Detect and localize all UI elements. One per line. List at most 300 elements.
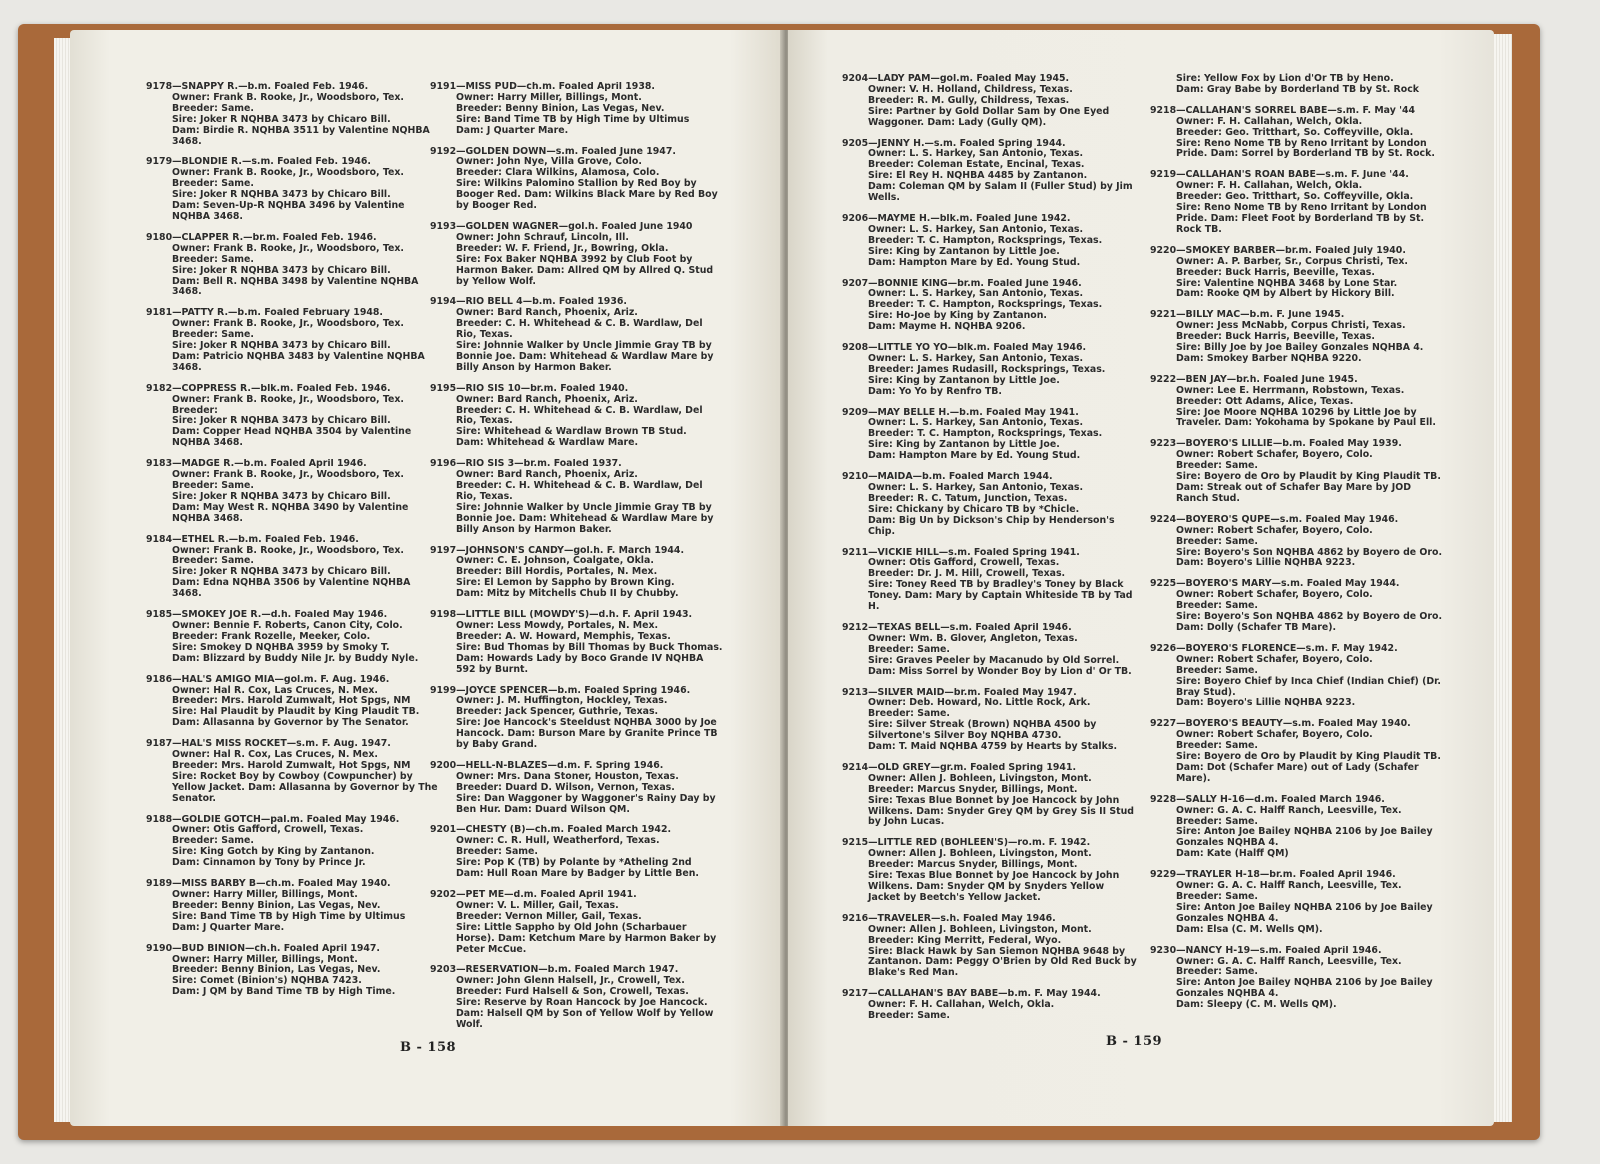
entry-heading: 9221—BILLY MAC—b.m. F. June 1945.	[1150, 310, 1345, 321]
registry-entry	[1150, 246, 1446, 301]
entry-line: Dam: Kate (Halff QM)	[1176, 848, 1289, 860]
entry-heading: 9184—ETHEL R.—b.m. Foaled Feb. 1946.	[146, 534, 359, 545]
entry-line: Dam: Hull Roan Mare by Badger by Little Ben.	[456, 868, 699, 880]
entry-line: Owner: A. P. Barber, Sr., Corpus Christi, Tex.	[1176, 255, 1408, 267]
entry-heading: 9178—SNAPPY R.—b.m. Foaled Feb. 1946.	[146, 82, 369, 92]
entry-line: Sire: Joker R NQHBA 3473 by Chicaro Bill.	[172, 415, 391, 427]
entry-line: Owner: Otis Gafford, Crowell, Texas.	[172, 824, 364, 836]
entry-line: Sire: Billy Joe by Joe Bailey Gonzales NQHBA 4. Dam: Smokey Barber NQHBA 9220.	[1176, 342, 1424, 364]
entry-line: Dam: Boyero's Lillie NQHBA 9223.	[1176, 697, 1356, 709]
entry-line: Sire: Fox Baker NQHBA 3992 by Club Foot by Harmon Baker. Dam: Allred QM by Allred Q. Stud by Yellow Wolf.	[456, 253, 714, 287]
entry-line: Breeder: Same.	[1176, 966, 1258, 978]
entry-heading: 9219—CALLAHAN'S ROAN BABE—s.m. F. June '44.	[1150, 170, 1409, 181]
entry-heading: 9187—HAL'S MISS ROCKET—s.m. F. Aug. 1947.	[146, 739, 391, 750]
registry-entry	[146, 879, 442, 934]
entry-heading: 9203—RESERVATION—b.m. Foaled March 1947.	[430, 965, 679, 976]
registry-entry	[1150, 310, 1446, 365]
entry-line: Dam: Patricio NQHBA 3483 by Valentine NQHBA 3468.	[172, 350, 425, 373]
entry-line: Dam: Blizzard by Buddy Nile Jr. by Buddy Nyle.	[172, 652, 419, 664]
entry-line: Dam: Mayme H. NQHBA 9206.	[868, 321, 1026, 333]
entry-line: Breeder: Geo. Tritthart, So. Coffeyville, Okla.	[1176, 126, 1414, 138]
entry-line: Breeder: Buck Harris, Beeville, Texas.	[1176, 266, 1375, 278]
entry-line: Owner: Frank B. Rooke, Jr., Woodsboro, Tex.	[172, 469, 404, 481]
entry-line: Owner: Robert Schafer, Boyero, Colo.	[1176, 449, 1373, 461]
entry-heading: 9181—PATTY R.—b.m. Foaled February 1948.	[146, 308, 383, 319]
entry-line: Dam: May West R. NQHBA 3490 by Valentine NQHBA 3468.	[172, 501, 409, 524]
entry-line: Breeder: Same.	[1176, 535, 1258, 547]
entry-line: Dam: Coleman QM by Salam II (Fuller Stud) by Jim Wells.	[868, 181, 1133, 204]
entry-line: Sire: Anton Joe Bailey NQHBA 2106 by Joe Bailey Gonzales NQHBA 4.	[1176, 901, 1433, 924]
entry-line: Breeder: Clara Wilkins, Alamosa, Colo.	[456, 167, 660, 179]
entry-line: Sire: Joe Hancock's Steeldust NQHBA 3000 by Joe Hancock. Dam: Burson Mare by Granite Prince TB by Baby Grand.	[456, 717, 718, 751]
entry-line: Owner: F. H. Callahan, Welch, Okla.	[1176, 180, 1363, 192]
entry-line: Breeder: Marcus Snyder, Billings, Mont.	[868, 859, 1078, 871]
registry-entry	[430, 82, 726, 137]
entry-line: Owner: Lee E. Herrmann, Robstown, Texas.	[1176, 384, 1405, 396]
entry-line: Sire: Boyero de Oro by Plaudit by King Plaudit TB. Dam: Streak out of Schafer Bay Mare by JOD Ranch Stud.	[1176, 471, 1441, 504]
entry-heading: 9224—BOYERO'S QUPE—s.m. Foaled May 1946.	[1150, 514, 1399, 525]
entry-line: Sire: Joker R NQHBA 3473 by Chicaro Bill.	[172, 566, 391, 578]
entry-line: Sire: Wilkins Palomino Stallion by Red Boy by Booger Red. Dam: Wilkins Black Mare by Red Boy by Booger Red.	[456, 178, 718, 212]
entry-line: Owner: G. A. C. Halff Ranch, Leesville, Tex.	[1176, 880, 1402, 892]
entry-heading: 9200—HELL-N-BLAZES—d.m. F. Spring 1946.	[430, 760, 664, 771]
entry-line: Sire: Reserve by Roan Hancock by Joe Hancock. Dam: Halsell QM by Son of Yellow Wolf by Yellow Wolf.	[456, 997, 714, 1030]
entry-line: Owner: Less Mowdy, Portales, N. Mex.	[456, 619, 659, 631]
entry-line: Sire: Smokey D NQHBA 3959 by Smoky T.	[172, 641, 390, 653]
registry-entry	[842, 279, 1138, 334]
entry-line: Owner: Robert Schafer, Boyero, Colo.	[1176, 653, 1373, 665]
entry-line: Sire: Comet (Binion's) NQHBA 7423.	[172, 975, 362, 987]
registry-entry	[842, 214, 1138, 269]
entry-line: Owner: L. S. Harkey, San Antonio, Texas.	[868, 352, 1084, 364]
registry-entry	[146, 610, 442, 665]
entry-line: Owner: Mrs. Dana Stoner, Houston, Texas.	[456, 770, 679, 782]
entry-heading: 9185—SMOKEY JOE R.—d.h. Foaled May 1946.	[146, 610, 388, 621]
entry-line: Sire: Joe Moore NQHBA 10296 by Little Joe by Traveler. Dam: Yokohama by Spokane by Paul Ell.	[1176, 406, 1436, 429]
entry-line: Breeder: Duard D. Wilson, Vernon, Texas.	[456, 781, 675, 793]
entry-line: Sire: Band Time TB by High Time by Ultimus	[172, 910, 406, 922]
entry-line: Owner: Frank B. Rooke, Jr., Woodsboro, Tex.	[172, 91, 404, 103]
entry-heading: 9225—BOYERO'S MARY—s.m. Foaled May 1944.	[1150, 579, 1400, 590]
entry-line: Owner: Allen J. Bohleen, Livingston, Mont.	[868, 848, 1092, 860]
entry-heading: 9217—CALLAHAN'S BAY BABE—b.m. F. May 1944.	[842, 989, 1101, 1000]
entry-heading: 9206—MAYME H.—blk.m. Foaled June 1942.	[842, 213, 1071, 224]
registry-entry	[1150, 515, 1446, 570]
entry-line: Dam: Hampton Mare by Ed. Young Stud.	[868, 450, 1081, 462]
registry-entry	[146, 459, 442, 524]
entry-line: Owner: Deb. Howard, No. Little Rock, Ark.	[868, 697, 1091, 709]
entry-line: Dam: Edna NQHBA 3506 by Valentine NQHBA 3468.	[172, 577, 411, 600]
entry-heading: 9223—BOYERO'S LILLIE—b.m. Foaled May 1939.	[1150, 439, 1402, 450]
entry-line: Owner: Wm. B. Glover, Angleton, Texas.	[868, 632, 1078, 644]
entry-heading: 9195—RIO SIS 10—br.m. Foaled 1940.	[430, 383, 629, 394]
entry-line: Dam: J QM by Band Time TB by High Time.	[172, 986, 396, 998]
entry-heading: 9190—BUD BINION—ch.h. Foaled April 1947.	[146, 943, 380, 954]
entry-line: Breeder: Same.	[172, 329, 254, 341]
registry-entry	[1150, 719, 1446, 784]
right-column-2	[1150, 74, 1446, 1021]
entry-line: Sire: Silver Streak (Brown) NQHBA 4500 by Silvertone's Silver Boy NQHBA 4730.	[868, 719, 1097, 742]
entry-line: Sire: Black Hawk by San Siemon NQHBA 9648 by Zantanon. Dam: Peggy O'Brien by Old Red Buck by Blake's Red Man.	[868, 945, 1137, 979]
entry-line: Breeder: Same.	[172, 555, 254, 567]
entry-heading: 9191—MISS PUD—ch.m. Foaled April 1938.	[430, 82, 655, 92]
entry-heading: 9222—BEN JAY—br.h. Foaled June 1945.	[1150, 374, 1358, 385]
entry-line: Sire: Band Time TB by High Time by Ultimus	[456, 113, 690, 125]
entry-line: Owner: C. R. Hull, Weatherford, Texas.	[456, 835, 660, 847]
registry-entry	[1150, 170, 1446, 235]
entry-heading: 9188—GOLDIE GOTCH—pal.m. Foaled May 1946.	[146, 814, 400, 825]
entry-heading: 9210—MAIDA—b.m. Foaled March 1944.	[842, 472, 1053, 483]
entry-line: Owner: Bard Ranch, Phoenix, Ariz.	[456, 307, 638, 319]
entry-line: Owner: Frank B. Rooke, Jr., Woodsboro, Tex.	[172, 167, 404, 179]
page-edges-right	[1494, 34, 1512, 1122]
registry-entry	[146, 675, 442, 730]
entry-line: Dam: Copper Head NQHBA 3504 by Valentine NQHBA 3468.	[172, 426, 412, 449]
entry-line: Breeder: Mrs. Harold Zumwalt, Hot Spgs, NM	[172, 759, 411, 771]
registry-entry	[146, 233, 442, 298]
entry-line: Owner: L. S. Harkey, San Antonio, Texas.	[868, 482, 1084, 493]
entry-line: Breeder: Same.	[1176, 664, 1258, 676]
registry-entry	[430, 965, 726, 1030]
right-page	[788, 30, 1494, 1126]
entry-heading: 9202—PET ME—d.m. Foaled April 1941.	[430, 890, 637, 900]
entry-line: Breeder: Marcus Snyder, Billings, Mont.	[868, 783, 1078, 795]
entry-line: Sire: Johnnie Walker by Uncle Jimmie Gray TB by Bonnie Joe. Dam: Whitehead & Wardlaw Mare by Billy Anson by Harmon Baker.	[456, 501, 714, 535]
left-column-1	[146, 82, 442, 1008]
entry-line: Sire: King by Zantanon by Little Joe.	[868, 245, 1060, 257]
registry-entry	[1150, 439, 1446, 504]
entry-line: Sire: King by Zantanon by Little Joe.	[868, 374, 1060, 386]
entry-line: Dam: Mitz by Mitchells Chub II by Chubby.	[456, 588, 679, 600]
entry-line: Breeder: W. F. Friend, Jr., Bowring, Okla.	[456, 242, 669, 254]
entry-line: Sire: Graves Peeler by Macanudo by Old Sorrel. Dam: Miss Sorrel by Wonder Boy by Lion d' Or TB.	[868, 654, 1132, 677]
entry-line: Owner: John Schrauf, Lincoln, Ill.	[456, 231, 629, 243]
page-number: B - 158	[400, 1040, 457, 1055]
registry-entry	[842, 139, 1138, 204]
entry-line: Owner: John Glenn Halsell, Jr., Crowell, Tex.	[456, 975, 685, 987]
entry-line: Breeder: Same.	[868, 708, 950, 720]
registry-entry	[842, 343, 1138, 398]
registry-entry	[842, 989, 1138, 1022]
entry-line: Breeder: R. C. Tatum, Junction, Texas.	[868, 492, 1068, 504]
entry-line: Breeder:	[172, 404, 218, 416]
left-column-2	[430, 82, 726, 1041]
entry-heading: 9228—SALLY H-16—d.m. Foaled March 1946.	[1150, 794, 1385, 805]
registry-entry	[430, 222, 726, 287]
entry-line: Sire: Dan Waggoner by Waggoner's Rainy Day by Ben Hur. Dam: Duard Wilson QM.	[456, 792, 716, 815]
entry-heading: 9220—SMOKEY BARBER—br.m. Foaled July 1940.	[1150, 245, 1406, 256]
page-number: B - 159	[1106, 1034, 1163, 1049]
entry-heading: 9194—RIO BELL 4—b.m. Foaled 1936.	[430, 297, 627, 308]
entry-heading: 9182—COPPRESS R.—blk.m. Foaled Feb. 1946.	[146, 383, 391, 394]
entry-line: Sire: Yellow Fox by Lion d'Or TB by Heno.	[1176, 73, 1394, 84]
entry-line: Sire: Whitehead & Wardlaw Brown TB Stud.	[456, 426, 687, 438]
entry-line: Breeder: Dr. J. M. Hill, Crowell, Texas.	[868, 568, 1066, 580]
entry-line: Breeder: Same.	[1176, 600, 1258, 612]
entry-line: Dam: Elsa (C. M. Wells QM).	[1176, 923, 1323, 935]
entry-line: Dam: Cinnamon by Tony by Prince Jr.	[172, 857, 366, 869]
registry-entry	[146, 308, 442, 373]
entry-line: Breeder: Same.	[1176, 891, 1258, 902]
entry-heading: 9189—MISS BARBY B—ch.m. Foaled May 1940.	[146, 879, 391, 890]
entry-heading: 9211—VICKIE HILL—s.m. Foaled Spring 1941.	[842, 547, 1080, 558]
entry-line: Dam: Sleepy (C. M. Wells QM).	[1176, 999, 1337, 1011]
entry-line: Breeder: Same.	[172, 102, 254, 114]
entry-line: Owner: V. L. Miller, Gail, Texas.	[456, 899, 619, 911]
page-edges-left	[54, 38, 70, 1122]
entry-line: Sire: Boyero's Son NQHBA 4862 by Boyero de Oro. Dam: Dolly (Schafer TB Mare).	[1176, 611, 1443, 633]
entry-heading: 9208—LITTLE YO YO—blk.m. Foaled May 1946.	[842, 343, 1087, 354]
registry-entry	[146, 535, 442, 600]
entry-line: Dam: Big Un by Dickson's Chip by Henderson's Chip.	[868, 514, 1115, 537]
entry-line: Sire: Anton Joe Bailey NQHBA 2106 by Joe Bailey Gonzales NQHBA 4.	[1176, 977, 1433, 1000]
entry-line: Owner: Otis Gafford, Crowell, Texas.	[868, 557, 1060, 569]
entry-heading: 9209—MAY BELLE H.—b.m. Foaled May 1941.	[842, 407, 1079, 418]
entry-line: Sire: Boyero de Oro by Plaudit by King Plaudit TB. Dam: Dot (Schafer Mare) out of Lady (Schafer Mare).	[1176, 751, 1441, 784]
registry-entry	[842, 914, 1138, 979]
entry-line: Breeder: A. W. Howard, Memphis, Texas.	[456, 630, 671, 642]
entry-heading: 9213—SILVER MAID—br.m. Foaled May 1947.	[842, 687, 1077, 698]
registry-entry	[842, 74, 1138, 129]
entry-line: Breeder: Same.	[172, 835, 254, 847]
entry-line: Owner: Frank B. Rooke, Jr., Woodsboro, Tex.	[172, 318, 404, 330]
entry-line: Sire: Pop K (TB) by Polante by *Atheling 2nd	[456, 857, 692, 869]
entry-line: Breeder: Furd Halsell & Son, Crowell, Texas.	[456, 986, 689, 998]
entry-line: Owner: Allen J. Bohleen, Livingston, Mont.	[868, 772, 1092, 784]
registry-entry	[146, 739, 442, 804]
registry-entry	[430, 384, 726, 449]
entry-line: Owner: G. A. C. Halff Ranch, Leesville, Tex.	[1176, 804, 1402, 816]
registry-entry	[430, 890, 726, 955]
entry-heading: 9183—MADGE R.—b.m. Foaled April 1946.	[146, 459, 367, 470]
entry-heading: 9197—JOHNSON'S CANDY—gol.h. F. March 1944.	[430, 545, 685, 556]
entry-line: Dam: Rooke QM by Albert by Hickory Bill.	[1176, 288, 1395, 300]
registry-entry	[1150, 795, 1446, 860]
entry-heading: 9229—TRAYLER H-18—br.m. Foaled April 1946.	[1150, 870, 1396, 881]
entry-line: Sire: Texas Blue Bonnet by Joe Hancock by John Wilkens. Dam: Snyder Grey QM by Grey Sis II Stud by John Lucas.	[868, 794, 1134, 828]
registry-entry	[146, 815, 442, 870]
entry-heading: 9204—LADY PAM—gol.m. Foaled May 1945.	[842, 74, 1070, 84]
entry-line: Breeder: Same.	[1176, 460, 1258, 472]
entry-heading: 9192—GOLDEN DOWN—s.m. Foaled June 1947.	[430, 146, 676, 157]
entry-line: Breeder: Same.	[172, 178, 254, 190]
entry-line: Sire: Joker R NQHBA 3473 by Chicaro Bill.	[172, 113, 391, 125]
entry-line: Sire: Joker R NQHBA 3473 by Chicaro Bill.	[172, 264, 391, 276]
entry-line: Sire: Texas Blue Bonnet by Joe Hancock by John Wilkens. Dam: Snyder QM by Snyders Yellow Jacket by Beetch's Yellow Jacket.	[868, 870, 1120, 903]
entry-line: Sire: Rocket Boy by Cowboy (Cowpuncher) by Yellow Jacket. Dam: Allasanna by Governor by The Senator.	[172, 770, 438, 804]
entry-line: Sire: Bud Thomas by Bill Thomas by Buck Thomas. Dam: Howards Lady by Boco Grande IV NQHBA 592 by Burnt.	[456, 641, 723, 675]
registry-entry	[1150, 375, 1446, 430]
entry-line: Sire: Joker R NQHBA 3473 by Chicaro Bill.	[172, 340, 391, 352]
entry-line: Owner: Robert Schafer, Boyero, Colo.	[1176, 729, 1373, 741]
entry-line: Owner: F. H. Callahan, Welch, Okla.	[1176, 115, 1363, 127]
registry-entry	[842, 548, 1138, 613]
entry-line: Owner: Bard Ranch, Phoenix, Ariz.	[456, 469, 638, 481]
entry-line: Dam: Whitehead & Wardlaw Mare.	[456, 437, 639, 449]
entry-line: Dam: Gray Babe by Borderland TB by St. Rock	[1176, 83, 1420, 95]
entry-line: Breeder: T. C. Hampton, Rocksprings, Texas.	[868, 299, 1103, 311]
entry-heading: 9215—LITTLE RED (BOHLEEN'S)—ro.m. F. 1942.	[842, 838, 1091, 849]
entry-line: Owner: Harry Miller, Billings, Mont.	[172, 953, 358, 965]
entry-heading: 9199—JOYCE SPENCER—b.m. Foaled Spring 1946.	[430, 685, 691, 696]
entry-line: Dam: Yo Yo by Renfro TB.	[868, 385, 1002, 397]
entry-line: Sire: Joker R NQHBA 3473 by Chicaro Bill.	[172, 189, 391, 201]
entry-line: Breeder: Geo. Tritthart, So. Coffeyville, Okla.	[1176, 191, 1414, 203]
entry-line: Breeder: Benny Binion, Las Vegas, Nev.	[172, 899, 381, 911]
registry-entry	[430, 686, 726, 751]
registry-entry	[430, 825, 726, 880]
entry-heading: 9193—GOLDEN WAGNER—gol.h. Foaled June 1940	[430, 221, 693, 232]
entry-line: Owner: Allen J. Bohleen, Livingston, Mont.	[868, 923, 1092, 935]
entry-line: Sire: Reno Nome TB by Reno Irritant by London Pride. Dam: Sorrel by Borderland TB by St. Rock.	[1176, 137, 1435, 160]
entry-line: Breeder: Same.	[172, 253, 254, 265]
entry-line: Sire: Little Sappho by Old John (Scharbauer Horse). Dam: Ketchum Mare by Harmon Baker by Peter McCue.	[456, 921, 717, 955]
entry-line: Breeder: Vernon Miller, Gail, Texas.	[456, 910, 642, 922]
entry-line: Breeder: T. C. Hampton, Rocksprings, Texas.	[868, 428, 1103, 440]
entry-line: Sire: Joker R NQHBA 3473 by Chicaro Bill.	[172, 490, 391, 502]
entry-line: Breeder: Same.	[1176, 740, 1258, 752]
entry-line: Breeder: Bill Hordis, Portales, N. Mex.	[456, 566, 658, 578]
registry-entry	[1150, 946, 1446, 1011]
entry-line: Breeder: C. H. Whitehead & C. B. Wardlaw, Del Rio, Texas.	[456, 318, 703, 341]
entry-line: Sire: Hal Plaudit by Plaudit by King Plaudit TB. Dam: Allasanna by Governor by The Senator.	[172, 706, 420, 729]
entry-line: Breeder: Coleman Estate, Encinal, Texas.	[868, 159, 1085, 171]
registry-entry	[146, 944, 442, 999]
entry-line: Owner: Frank B. Rooke, Jr., Woodsboro, Tex.	[172, 242, 404, 254]
entry-line: Owner: L. S. Harkey, San Antonio, Texas.	[868, 148, 1084, 160]
registry-entry	[146, 384, 442, 449]
registry-entry	[146, 82, 442, 147]
entry-line: Breeder: C. H. Whitehead & C. B. Wardlaw, Del Rio, Texas.	[456, 404, 703, 427]
entry-line: Breeder: Same.	[868, 643, 950, 655]
entry-line: Sire: Johnnie Walker by Uncle Jimmie Gray TB by Bonnie Joe. Dam: Whitehead & Wardlaw Mare by Billy Anson by Harmon Baker.	[456, 340, 714, 373]
registry-entry	[842, 763, 1138, 828]
entry-line: Owner: Robert Schafer, Boyero, Colo.	[1176, 524, 1373, 536]
entry-line: Dam: Birdie R. NQHBA 3511 by Valentine NQHBA 3468.	[172, 124, 430, 147]
entry-line: Sire: Partner by Gold Dollar Sam by One Eyed Waggoner. Dam: Lady (Gully QM).	[868, 105, 1110, 128]
entry-heading: 9180—CLAPPER R.—br.m. Foaled Feb. 1946.	[146, 232, 377, 243]
entry-line: Owner: Frank B. Rooke, Jr., Woodsboro, Tex.	[172, 544, 404, 556]
entry-line: Breeder: King Merritt, Federal, Wyo.	[868, 934, 1062, 946]
registry-entry	[1150, 870, 1446, 935]
entry-heading: 9214—OLD GREY—gr.m. Foaled Spring 1941.	[842, 762, 1077, 773]
registry-entry	[1150, 74, 1446, 96]
entry-line: Breeder: Buck Harris, Beeville, Texas.	[1176, 331, 1375, 343]
registry-entry	[842, 623, 1138, 678]
registry-entry	[842, 408, 1138, 463]
entry-heading: 9198—LITTLE BILL (MOWDY'S)—d.h. F. April 1943.	[430, 610, 693, 621]
registry-entry	[1150, 579, 1446, 634]
entry-line: Owner: L. S. Harkey, San Antonio, Texas.	[868, 417, 1084, 429]
entry-line: Breeder: Benny Binion, Las Vegas, Nev.	[456, 102, 665, 114]
entry-line: Owner: L. S. Harkey, San Antonio, Texas.	[868, 223, 1084, 235]
entry-line: Breeder: Benny Binion, Las Vegas, Nev.	[172, 964, 381, 976]
entry-line: Owner: Jess McNabb, Corpus Christi, Texas.	[1176, 320, 1406, 332]
registry-entry	[842, 472, 1138, 537]
entry-line: Dam: J Quarter Mare.	[172, 921, 285, 933]
registry-entry	[842, 838, 1138, 903]
entry-heading: 9230—NANCY H-19—s.m. Foaled April 1946.	[1150, 945, 1382, 956]
entry-line: Owner: Hal R. Cox, Las Cruces, N. Mex.	[172, 749, 378, 761]
entry-heading: 9212—TEXAS BELL—s.m. Foaled April 1946.	[842, 622, 1072, 633]
registry-entry	[146, 157, 442, 222]
entry-line: Sire: El Lemon by Sappho by Brown King.	[456, 577, 675, 589]
entry-line: Breeder: Jack Spencer, Guthrie, Texas.	[456, 706, 659, 718]
entry-heading: 9205—JENNY H.—s.m. Foaled Spring 1944.	[842, 138, 1066, 149]
registry-entry	[430, 459, 726, 535]
entry-line: Owner: C. E. Johnson, Coalgate, Okla.	[456, 555, 654, 567]
entry-line: Dam: T. Maid NQHBA 4759 by Hearts by Stalks.	[868, 741, 1118, 753]
entry-line: Owner: Robert Schafer, Boyero, Colo.	[1176, 589, 1373, 601]
entry-line: Owner: Bard Ranch, Phoenix, Ariz.	[456, 393, 638, 405]
left-page	[70, 30, 784, 1126]
registry-entry	[430, 147, 726, 212]
entry-line: Sire: Reno Nome TB by Reno Irritant by London Pride. Dam: Fleet Foot by Borderland TB by St. Rock TB.	[1176, 202, 1427, 235]
entry-line: Sire: El Rey H. NQHBA 4485 by Zantanon.	[868, 170, 1088, 182]
entry-line: Sire: Toney Reed TB by Bradley's Toney by Black Toney. Dam: Mary by Captain Whiteside TB by Tad H.	[868, 579, 1133, 613]
entry-heading: 9179—BLONDIE R.—s.m. Foaled Feb. 1946.	[146, 157, 371, 168]
entry-heading: 9207—BONNIE KING—br.m. Foaled June 1946.	[842, 278, 1082, 289]
registry-entry	[430, 610, 726, 675]
entry-line: Owner: John Nye, Villa Grove, Colo.	[456, 156, 642, 168]
entry-line: Dam: Seven-Up-R NQHBA 3496 by Valentine NQHBA 3468.	[172, 200, 405, 222]
registry-entry	[1150, 644, 1446, 709]
entry-line: Sire: Ho-Joe by King by Zantanon.	[868, 310, 1047, 322]
entry-line: Breeder: T. C. Hampton, Rocksprings, Texas.	[868, 234, 1103, 246]
entry-line: Sire: Boyero's Son NQHBA 4862 by Boyero de Oro. Dam: Boyero's Lillie NQHBA 9223.	[1176, 546, 1443, 569]
entry-line: Owner: Bennie F. Roberts, Canon City, Colo.	[172, 619, 403, 631]
registry-entry	[842, 688, 1138, 753]
entry-line: Owner: L. S. Harkey, San Antonio, Texas.	[868, 288, 1084, 300]
entry-line: Breeder: Same.	[1176, 815, 1258, 827]
registry-entry	[1150, 106, 1446, 161]
entry-line: Owner: Harry Miller, Billings, Mont.	[456, 91, 642, 103]
entry-line: Owner: G. A. C. Halff Ranch, Leesville, Tex.	[1176, 955, 1402, 967]
entry-heading: 9186—HAL'S AMIGO MIA—gol.m. F. Aug. 1946.	[146, 674, 390, 685]
entry-heading: 9196—RIO SIS 3—br.m. Foaled 1937.	[430, 459, 622, 470]
entry-line: Sire: King Gotch by King by Zantanon.	[172, 846, 375, 858]
entry-line: Breeder: R. M. Gully, Childress, Texas.	[868, 94, 1070, 106]
entry-line: Dam: Hampton Mare by Ed. Young Stud.	[868, 256, 1081, 268]
entry-heading: 9201—CHESTY (B)—ch.m. Foaled March 1942.	[430, 825, 672, 836]
entry-line: Breeder: Same.	[868, 1010, 950, 1022]
entry-heading: 9218—CALLAHAN'S SORREL BABE—s.m. F. May '44	[1150, 105, 1416, 116]
entry-line: Sire: King by Zantanon by Little Joe.	[868, 439, 1060, 451]
entry-line: Breeder: Mrs. Harold Zumwalt, Hot Spgs, NM	[172, 695, 411, 707]
entry-line: Owner: Harry Miller, Billings, Mont.	[172, 889, 358, 900]
entry-line: Owner: Hal R. Cox, Las Cruces, N. Mex.	[172, 684, 378, 696]
entry-line: Owner: V. H. Holland, Childress, Texas.	[868, 83, 1073, 95]
entry-line: Owner: F. H. Callahan, Welch, Okla.	[868, 999, 1055, 1011]
entry-line: Breeder: Frank Rozelle, Meeker, Colo.	[172, 630, 371, 642]
entry-heading: 9227—BOYERO'S BEAUTY—s.m. Foaled May 1940.	[1150, 719, 1411, 730]
entry-line: Sire: Chickany by Chicaro TB by *Chicle.	[868, 503, 1080, 515]
entry-heading: 9226—BOYERO'S FLORENCE—s.m. F. May 1942.	[1150, 643, 1398, 654]
entry-line: Owner: J. M. Huffington, Hockley, Texas.	[456, 695, 668, 707]
entry-line: Sire: Boyero Chief by Inca Chief (Indian Chief) (Dr. Bray Stud).	[1176, 675, 1441, 698]
registry-entry	[430, 297, 726, 373]
entry-line: Breeder: James Rudasill, Rocksprings, Texas.	[868, 363, 1106, 375]
entry-line: Breeder: Same.	[456, 846, 538, 858]
entry-line: Dam: Bell R. NQHBA 3498 by Valentine NQHBA 3468.	[172, 275, 419, 298]
entry-line: Dam: J Quarter Mare.	[456, 124, 569, 136]
entry-line: Breeder: Ott Adams, Alice, Texas.	[1176, 395, 1354, 407]
entry-line: Sire: Anton Joe Bailey NQHBA 2106 by Joe Bailey Gonzales NQHBA 4.	[1176, 826, 1433, 849]
registry-entry	[430, 546, 726, 601]
entry-line: Owner: Frank B. Rooke, Jr., Woodsboro, Tex.	[172, 393, 404, 405]
registry-entry	[430, 761, 726, 816]
right-column-1	[842, 74, 1138, 1032]
